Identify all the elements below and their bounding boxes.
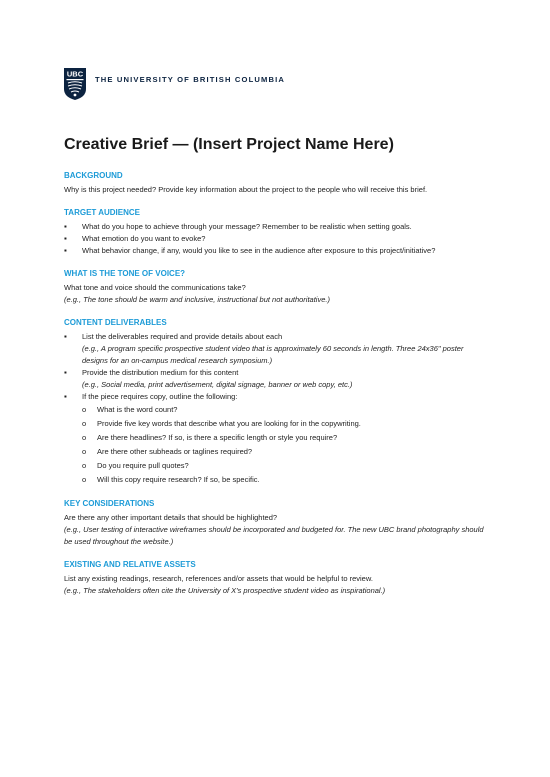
sub-list-item: o Will this copy require research? If so, be specific. [82, 473, 484, 487]
sub-list-item: o Do you require pull quotes? [82, 459, 484, 473]
sub-list-item: o Are there other subheads or taglines required? [82, 445, 484, 459]
sub-list-item: o Are there headlines? If so, is there a specific length or style you require? [82, 431, 484, 445]
page-title: Creative Brief — (Insert Project Name Here) [64, 136, 394, 153]
list-item: ▪ What behavior change, if any, would you like to see in the audience after exposure to this project/initiative? [64, 245, 484, 257]
list-item: ▪ What do you hope to achieve through your message? Remember to be realistic when setting goals. [64, 221, 484, 233]
section-key-considerations [64, 498, 484, 548]
logo-text: UBC [66, 69, 84, 79]
section-heading: EXISTING AND RELATIVE ASSETS [64, 560, 196, 569]
section-background [64, 170, 484, 196]
section-heading: TARGET AUDIENCE [64, 208, 140, 217]
sub-list-item: o What is the word count? [82, 403, 484, 417]
section-assets [64, 559, 484, 597]
document-body [64, 136, 484, 608]
university-name: THE UNIVERSITY OF BRITISH COLUMBIA [95, 75, 285, 84]
section-heading: WHAT IS THE TONE OF VOICE? [64, 269, 186, 278]
section-heading: CONTENT DELIVERABLES [64, 318, 167, 327]
list-item [64, 331, 484, 367]
sub-list [82, 403, 484, 487]
section-example: (e.g., User testing of interactive wireframes should be incorporated and budgeted for. The new UBC brand photography should be used throughout the website.) [64, 525, 484, 546]
section-example: (e.g., The stakeholders often cite the University of X's prospective student video as inspirational.) [64, 586, 386, 595]
section-text: Why is this project needed? Provide key information about the project to the people who will receive this brief. [64, 185, 428, 194]
header [64, 68, 285, 100]
section-tone [64, 268, 484, 306]
section-text: What tone and voice should the communications take? [64, 283, 246, 292]
section-heading: KEY CONSIDERATIONS [64, 499, 155, 508]
list-item-text: If the piece requires copy, outline the following: [82, 392, 238, 401]
section-deliverables [64, 317, 484, 487]
list-item-example: (e.g., Social media, print advertisement, digital signage, banner or web copy, etc.) [82, 380, 353, 389]
list-item [64, 391, 484, 487]
sub-list-item: o Provide five key words that describe what you are looking for in the copywriting. [82, 417, 484, 431]
list-item [64, 367, 484, 391]
section-text: List any existing readings, research, references and/or assets that would be helpful to review. [64, 574, 373, 583]
list-item-text: List the deliverables required and provide details about each [82, 332, 283, 341]
ubc-crest-icon [64, 68, 86, 100]
list-item: ▪ What emotion do you want to evoke? [64, 233, 484, 245]
section-text: Are there any other important details that should be highlighted? [64, 513, 278, 522]
list-item-example: (e.g., A program specific prospective student video that is approximately 60 seconds in length. Three 24x36" poster designs for an on-campus medical research symposium.) [82, 344, 464, 365]
section-example: (e.g., The tone should be warm and inclusive, instructional but not authoritative.) [64, 295, 330, 304]
section-target-audience [64, 207, 484, 257]
section-heading: BACKGROUND [64, 171, 123, 180]
list-item-text: Provide the distribution medium for this content [82, 368, 239, 377]
